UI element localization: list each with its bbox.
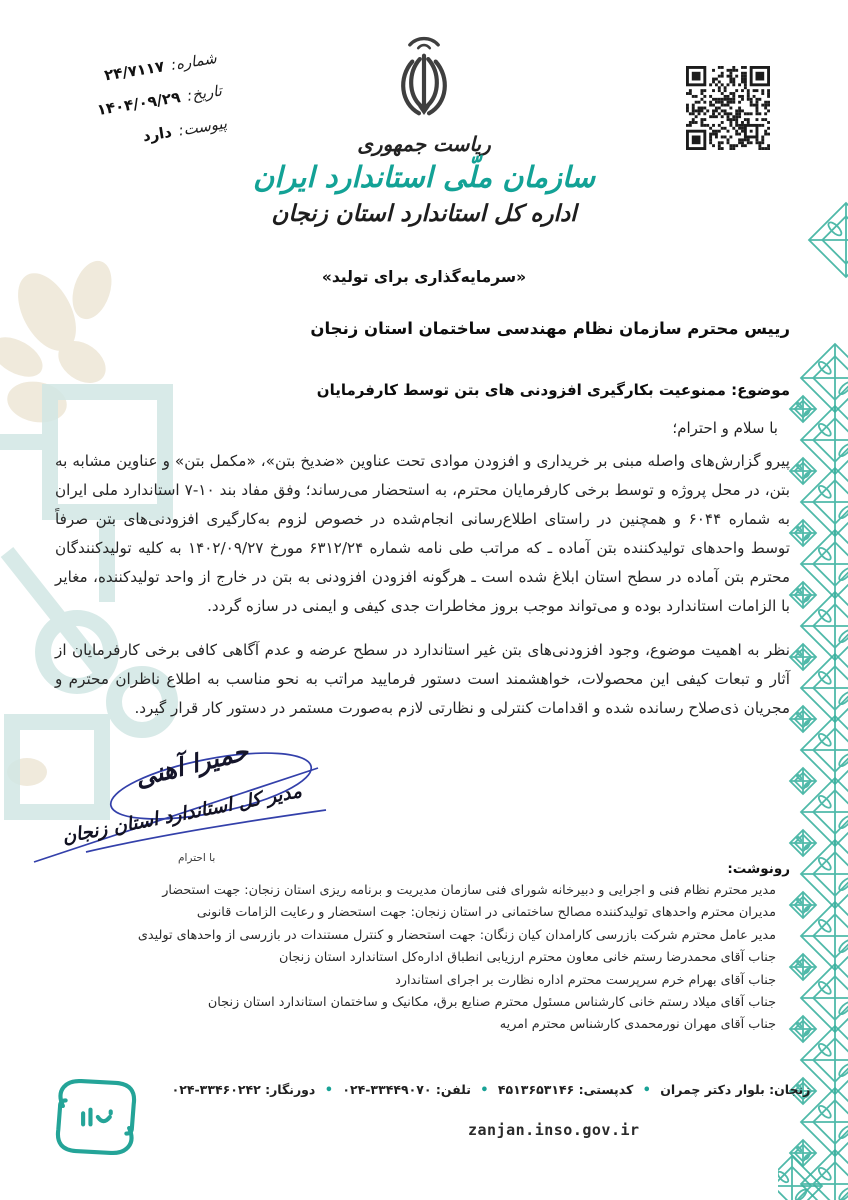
cc-item: جناب آقای میلاد رستم خانی کارشناس مسئول محترم صنایع برق، مکانیک و ساختمان استاندارد استان زنجان <box>207 995 776 1011</box>
signer-name: حمیرا آهنی <box>132 736 252 793</box>
subject-line: موضوع: ممنوعیت بکارگیری افزودنی های بتن توسط کارفرمایان <box>316 381 790 399</box>
number-label: شماره: <box>169 48 218 74</box>
teal-dot-icon: • <box>642 1083 651 1098</box>
greeting-line: با سلام و احترام؛ <box>672 419 778 437</box>
presidency-title: ریاست جمهوری <box>357 132 491 156</box>
cc-item: جناب آقای محمدرضا رستم خانی معاون محترم ارزیابی انطباق اداره‌کل استاندارد استان زنجان <box>279 950 776 966</box>
letter-body <box>55 447 790 738</box>
teal-dot-icon: • <box>480 1083 489 1098</box>
signer-title: مدیر کل استاندارد استان زنجان <box>60 780 304 849</box>
date-value: ۱۴۰۴/۰۹/۲۹ <box>95 88 182 120</box>
body-paragraph-1: پیرو گزارش‌های واصله مبنی بر خریداری و افزودن موادی تحت عناوین «ضدیخ بتن»، «مکمل بتن» و عناوین مشابه به بتن، در محل پروژه و توسط برخی کارفرمایان محترم، به استحضار می‌رساند؛ وفق مفاد بند ۱۰-۷ استاندارد ملی ایران به شماره ۶۰۴۴ و همچنین در راستای اطلاع‌رسانی انجام‌شده در خصوص لزوم به‌کارگیری افزودنی‌های بتن صرفاً توسط واحدهای تولیدکننده بتن آماده ـ که مراتب طی نامه شماره ۶۳۱۲/۲۴ مورخ ۱۴۰۲/۰۹/۲۷ به کلیه تولیدکنندگان محترم بتن آماده در سطح استان ابلاغ شده است ـ هرگونه افزودن افزودنی به بتن در خارج از واحد تولیدکننده، مغایر با الزامات استاندارد بوده و می‌تواند موجب بروز مخاطرات جدی کیفی و ایمنی در سازه گردد. <box>55 452 791 615</box>
date-label: تاریخ: <box>185 81 224 105</box>
cc-item: مدیر محترم نظام فنی و اجرایی و دبیرخانه شورای فنی سازمان مدیریت و برنامه ریزی استان زنجان: جهت استحضار <box>162 883 776 898</box>
phone-value: ۰۲۴-۳۳۴۴۹۰۷۰ <box>342 1082 432 1097</box>
attachment-value: دارد <box>141 122 174 146</box>
footer-contact-line <box>170 1082 812 1098</box>
fax-label: دورنگار: <box>265 1082 316 1097</box>
inso-standard-logo-icon <box>50 1070 142 1164</box>
year-slogan: «سرمایه‌گذاری برای تولید» <box>321 268 527 286</box>
footer-address: زنجان: بلوار دکتر چمران <box>660 1082 811 1097</box>
attachment-label: پیوست: <box>177 114 229 140</box>
phone-label: تلفن: <box>435 1082 471 1097</box>
postal-label: کدپستی: <box>578 1082 634 1097</box>
addressee-line: رییس محترم سازمان نظام مهندسی ساختمان استان زنجان <box>310 319 790 338</box>
cc-label: رونوشت: <box>727 861 790 877</box>
teal-dot-icon: • <box>324 1083 333 1098</box>
cc-item: مدیر عامل محترم شرکت بازرسی کارامدان کیان زنگان: جهت استحضار و کنترل مستندات در بازرسی از واحدهای تولیدی <box>137 927 776 943</box>
provincial-office-name: اداره کل استاندارد استان زنجان <box>271 201 577 227</box>
body-paragraph-2: نظر به اهمیت موضوع، وجود افزودنی‌های بتن غیر استاندارد در سطح عرضه و عدم آگاهی کافی برخی کارفرمایان از آثار و تبعات کیفی این محصولات، خواهشمند است دستور فرمایید مراتب به نحو مناسب به اطلاع ناظران محترم و مجریان ذی‌صلاح رسانده شده و اقدامات کنترلی و نظارتی لازم به‌صورت مستمر در دستور کار قرار گیرد. <box>55 641 790 717</box>
postal-value: ۴۵۱۳۶۵۳۱۴۶ <box>497 1082 575 1097</box>
respect-note: با احترام <box>178 852 216 864</box>
cc-section <box>100 861 790 1037</box>
website-url: zanjan.inso.gov.ir <box>468 1121 640 1139</box>
organization-name: سازمان ملّی استاندارد ایران <box>252 160 596 194</box>
cc-item: مدیران محترم واحدهای تولیدکننده مصالح ساختمانی در استان زنجان: جهت استحضار و رعایت الزامات قانونی <box>196 905 776 921</box>
number-value: ۲۴/۷۱۱۷ <box>103 57 166 85</box>
cc-item: جناب آقای بهرام خرم سرپرست محترم اداره نظارت بر اجرای استاندارد <box>395 972 776 988</box>
qr-code <box>686 66 770 150</box>
fax-value: ۰۲۴-۳۳۴۶۰۲۴۲ <box>171 1082 261 1097</box>
cc-item: جناب آقای مهران نورمحمدی کارشناس محترم امریه <box>499 1017 776 1033</box>
